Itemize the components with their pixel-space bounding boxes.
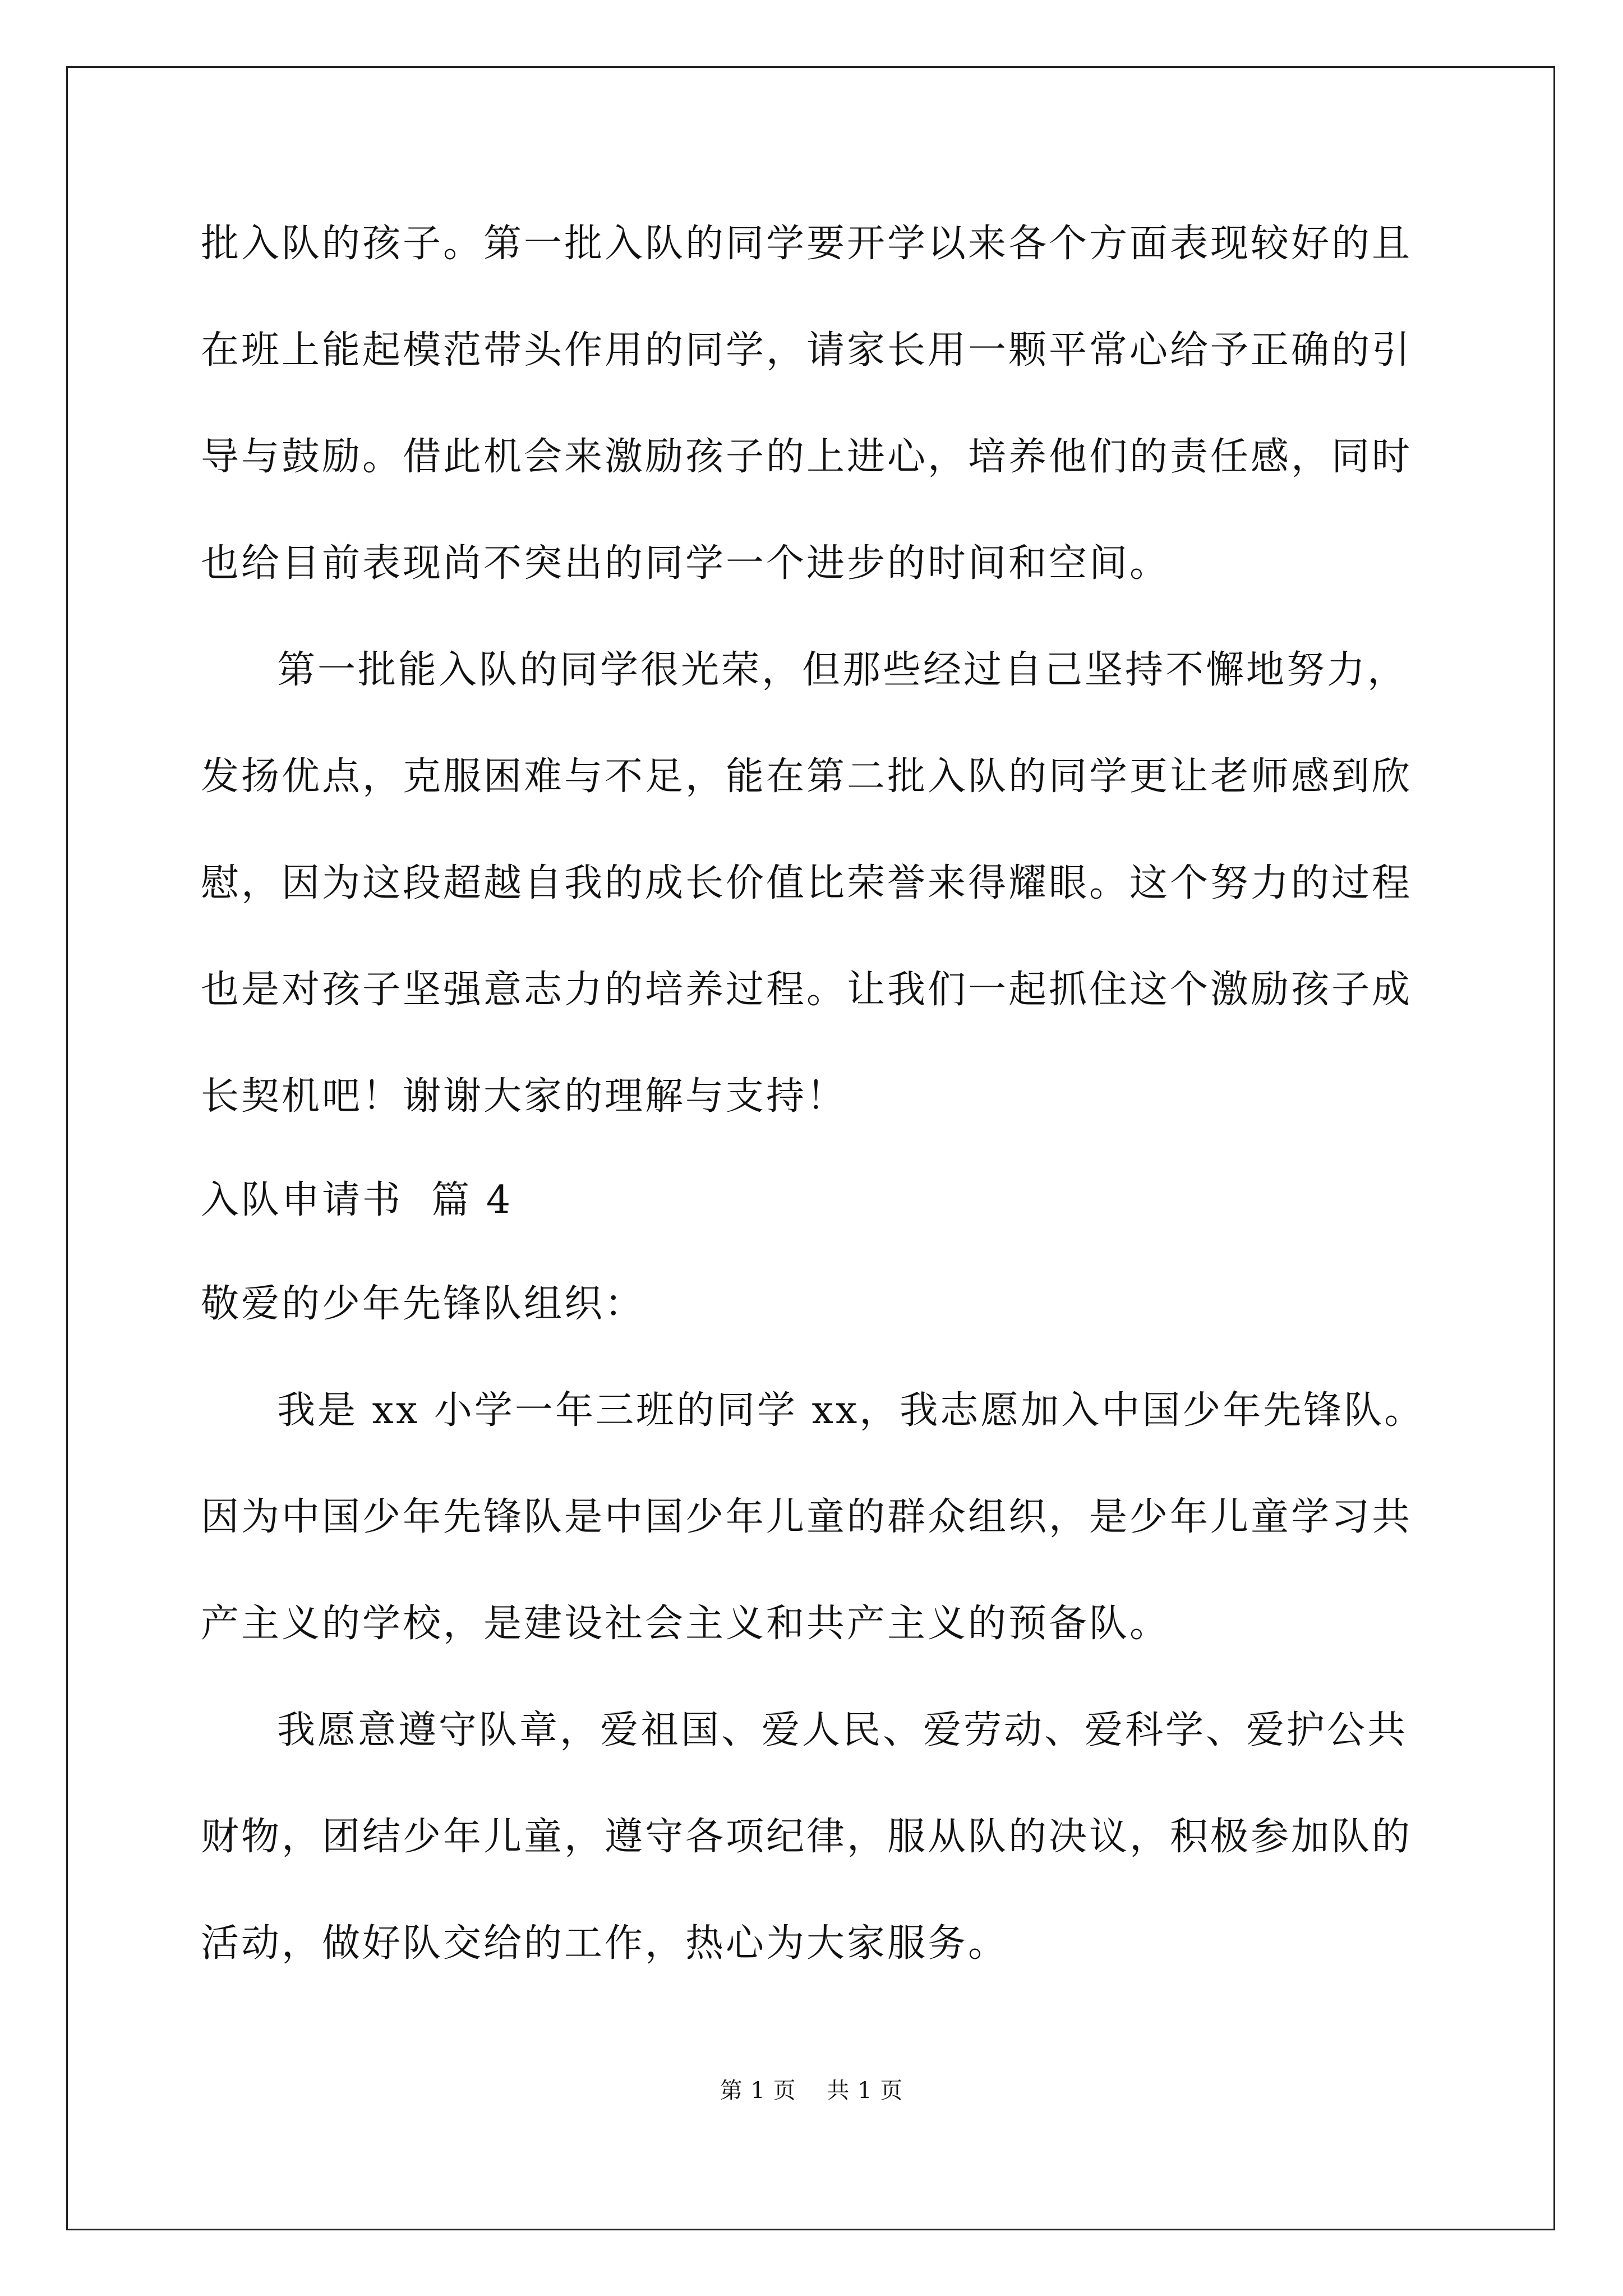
letter-paragraph-2-line-3: 活动，做好队交给的工作，热心为大家服务。 [201,1921,1009,1966]
paragraph-2-line-4: 也是对孩子坚强意志力的培养过程。让我们一起抓住这个激励孩子成 [201,968,1413,1012]
section-heading: 入队申请书 篇 4 [201,1178,513,1222]
letter-paragraph-1-line-1: 我是 xx 小学一年三班的同学 xx，我志愿加入中国少年先锋队。 [277,1388,1425,1433]
paragraph-2-line-3: 慰，因为这段超越自我的成长价值比荣誉来得耀眼。这个努力的过程 [201,861,1413,905]
letter-paragraph-2-line-1: 我愿意遵守队章，爱祖国、爱人民、爱劳动、爱科学、爱护公共 [277,1708,1408,1752]
page-border [66,66,1555,2230]
paragraph-2-line-2: 发扬优点，克服困难与不足，能在第二批入队的同学更让老师感到欣 [201,754,1413,799]
paragraph-2-line-5: 长契机吧！谢谢大家的理解与支持！ [201,1074,847,1119]
paragraph-1-line-1: 批入队的孩子。第一批入队的同学要开学以来各个方面表现较好的且 [201,222,1413,266]
page-footer: 第 1 页 共 1 页 [720,2078,903,2104]
paragraph-1-line-3: 导与鼓励。借此机会来激励孩子的上进心，培养他们的责任感，同时 [201,435,1413,479]
paragraph-1-line-4: 也给目前表现尚不突出的同学一个进步的时间和空间。 [201,541,1170,586]
letter-paragraph-1-line-3: 产主义的学校，是建设社会主义和共产主义的预备队。 [201,1602,1170,1646]
letter-paragraph-2-line-2: 财物，团结少年儿童，遵守各项纪律，服从队的决议，积极参加队的 [201,1815,1413,1859]
salutation: 敬爱的少年先锋队组织： [201,1282,645,1326]
letter-paragraph-1-line-2: 因为中国少年先锋队是中国少年儿童的群众组织，是少年儿童学习共 [201,1495,1413,1539]
paragraph-2-line-1: 第一批能入队的同学很光荣，但那些经过自己坚持不懈地努力， [277,648,1408,692]
paragraph-1-line-2: 在班上能起模范带头作用的同学，请家长用一颗平常心给予正确的引 [201,328,1413,372]
